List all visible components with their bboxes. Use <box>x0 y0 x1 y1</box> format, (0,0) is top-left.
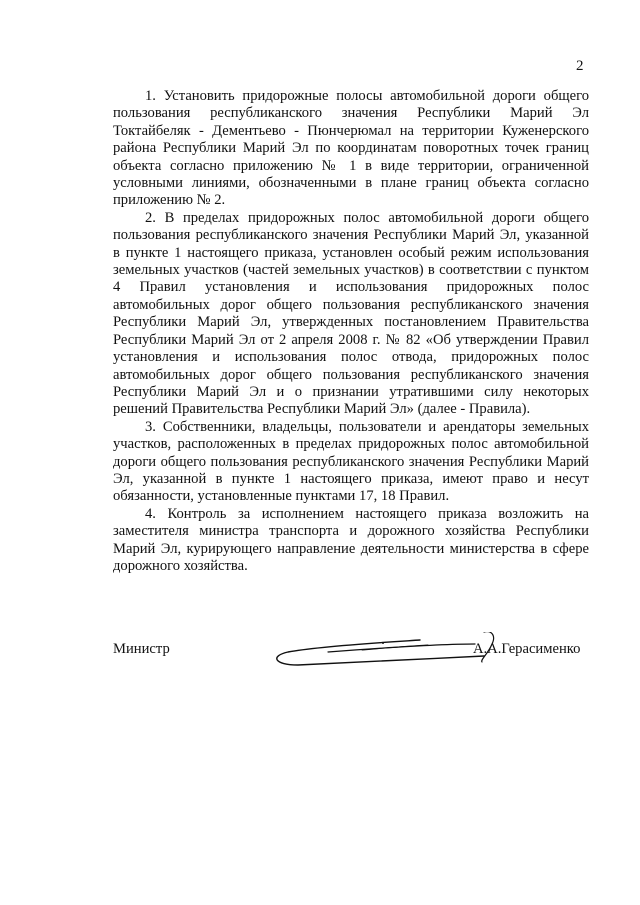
page-number: 2 <box>576 58 584 74</box>
document-body <box>113 88 589 575</box>
paragraph-3: 3. Собственники, владельцы, пользователи и арендаторы земельных участков, расположенных в пределах придорожных полос автомобильной дороги общего пользования республиканского значения Республики Марий Эл, указанной в пункте 1 настоящего приказа, имеют право и несут обязанности, установленные пунктами 17, 18 Правил. <box>113 418 589 505</box>
paragraph-2: 2. В пределах придорожных полос автомобильной дороги общего пользования республиканского значения Республики Марий Эл, указанной в пункте 1 настоящего приказа, установлен особый режим использования земельных участков (частей земельных участков) в соответствии с пунктом 4 Правил установления и использования придорожных полос автомобильных дорог общего пользования республиканского значения Республики Марий Эл, утвержденных постановлением Правительства Республики Марий Эл от 2 апреля 2008 г. № 82 «Об утверждении Правил установления и использования полос отвода, придорожных полос автомобильных дорог общего пользования республиканского значения Республики Марий Эл и о признании утратившими силу некоторых решений Правительства Республики Марий Эл» (далее - Правила). <box>113 209 589 418</box>
signatory-title: Министр <box>113 641 170 657</box>
signatory-name: А.А.Герасименко <box>473 641 581 657</box>
signature-block <box>0 632 640 692</box>
paragraph-4: 4. Контроль за исполнением настоящего приказа возложить на заместителя министра транспорта и дорожного хозяйства Республики Марий Эл, курирующего направление деятельности министерства в сфере дорожного хозяйства. <box>113 505 589 574</box>
paragraph-1: 1. Установить придорожные полосы автомобильной дороги общего пользования республиканского значения Республики Марий Эл Токтайбеляк - Дементьево - Пюнчерюмал на территории Куженерского района Республики Марий Эл по координатам поворотных точек границ объекта согласно приложению № 1 в виде территории, ограниченной условными линиями, обозначенными в плане границ объекта согласно приложению № 2. <box>113 88 589 209</box>
